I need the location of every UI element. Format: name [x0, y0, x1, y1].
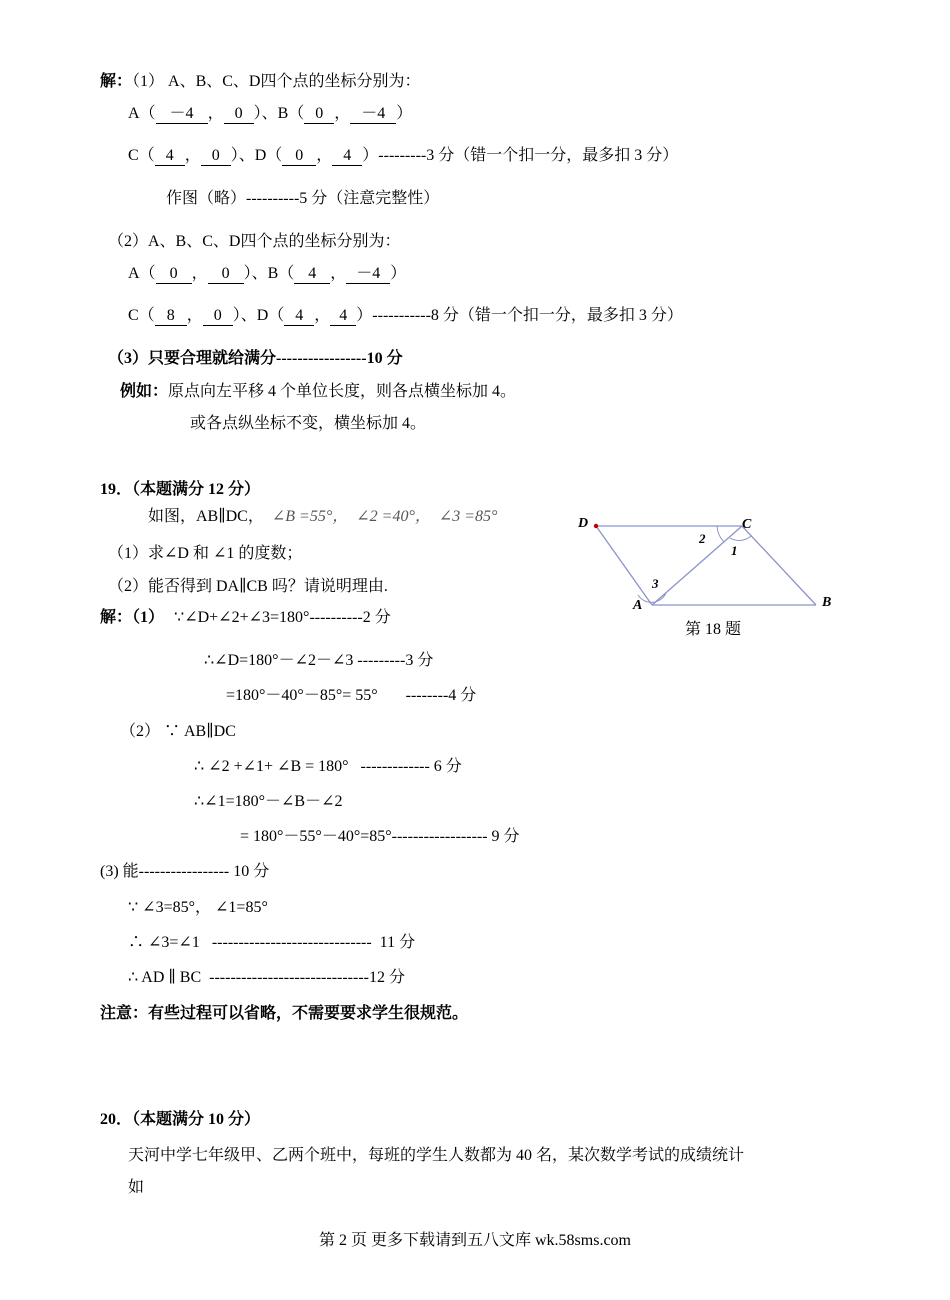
q19-ans3-step0: (3) 能----------------- 10 分: [100, 863, 270, 880]
q20-heading: 20．（本题满分 10 分）: [100, 1111, 261, 1128]
s18-part3: （3）只要合理就给满分-----------------10 分: [108, 350, 403, 367]
s18-part1-intro: （1） A、B、C、D四个点的坐标分别为：: [132, 73, 421, 90]
q19-ans1-step2: ∴∠D=180°－∠2－∠3 ---------3 分: [204, 652, 434, 669]
s18-coords-ab-2: A（ 0 ， 0 ）、B（ 4 ， －4 ）: [128, 265, 407, 282]
b2-y: －4: [346, 265, 390, 284]
q20-body-1: 天河中学七年级甲、乙两个班中，每班的学生人数都为 40 名，某次数学考试的成绩统计: [128, 1147, 745, 1164]
d-x: 0: [282, 147, 316, 166]
d-y: 4: [332, 147, 362, 166]
d2-x: 4: [284, 307, 314, 326]
s18-example-2: 或各点纵坐标不变，横坐标加 4。: [190, 415, 427, 432]
q20-body-2: 如: [128, 1179, 145, 1196]
q19-ans3-step3: ∴ AD ∥ BC ------------------------------12 分: [128, 969, 405, 986]
s18-coords-cd: C（ 4 ， 0 ）、D（ 0 ， 4 ）---------3 分（错一个扣一分，最多扣 3 分）: [128, 147, 679, 164]
q19-ans1-step1: ∵∠D+∠2+∠3=180°----------2 分: [174, 609, 391, 626]
a-y: 0: [224, 105, 254, 124]
label-b: B: [822, 595, 832, 610]
b-y: －4: [350, 105, 396, 124]
b-x: 0: [304, 105, 334, 124]
c2-x: 8: [155, 307, 187, 326]
q19-question-1: （1）求∠D 和 ∠1 的度数；: [108, 545, 303, 562]
c-x: 4: [155, 147, 185, 166]
parallelogram-figure: [570, 508, 850, 643]
label-d: D: [578, 516, 589, 531]
q19-note: 注意：有些过程可以省略，不需要要求学生很规范。: [100, 1005, 469, 1022]
q19-ans2-step1: ∴ ∠2 +∠1+ ∠B = 180° ------------- 6 分: [194, 758, 462, 775]
a-x: －4: [156, 105, 208, 124]
label-c: C: [742, 517, 752, 532]
d2-y: 4: [330, 307, 356, 326]
angle-mark-c-right: [730, 536, 751, 540]
q19-ans2-step3: = 180°－55°－40°=85°------------------ 9 分: [240, 828, 520, 845]
c-y: 0: [201, 147, 231, 166]
label-2: 2: [699, 531, 706, 546]
example-text: 原点向左平移 4 个单位长度，则各点横坐标加 4。: [168, 383, 517, 400]
q19-given-parallel: 如图，AB∥DC，: [148, 508, 264, 525]
point-d-dot: [594, 524, 598, 528]
segment-cb: [742, 526, 816, 605]
s18-line1: [100, 72, 420, 92]
page-footer: 第 2 页 更多下载请到五八文库 wk.58sms.com: [318, 1232, 631, 1249]
label-3: 3: [652, 576, 659, 591]
angle-mark-c: [717, 526, 724, 542]
example-label: 例如：: [120, 383, 169, 400]
segment-da: [596, 526, 652, 605]
b2-x: 4: [294, 265, 330, 284]
answer-label: 解：: [100, 73, 133, 90]
s18-coords-cd-2: C（ 8 ， 0 ）、D（ 4 ， 4 ）-----------8 分（错一个扣一分，最多扣 3 分）: [128, 307, 683, 324]
q19-ans2-step2: ∴∠1=180°－∠B－∠2: [194, 793, 343, 810]
a2-y: 0: [208, 265, 244, 284]
q19-question-2: （2）能否得到 DA∥CB 吗？请说明理由.: [108, 578, 388, 595]
a2-x: 0: [156, 265, 192, 284]
label-1: 1: [731, 543, 738, 558]
figure-caption: 第 18 题: [685, 621, 742, 638]
label-a: A: [633, 598, 643, 613]
s18-example: [120, 382, 516, 402]
q19-answer-label: 解：（1）: [100, 609, 165, 626]
q19-given: [148, 507, 497, 527]
s18-draw-note: 作图（略）----------5 分（注意完整性）: [166, 190, 440, 207]
s18-coords-ab: A（ －4 ， 0 ）、B（ 0 ， －4 ）: [128, 105, 413, 122]
q19-given-angles: ∠B =55°， ∠2 =40°， ∠3 =85°: [271, 508, 498, 525]
q19-ans3-step1: ∵ ∠3=85°， ∠1=85°: [128, 899, 268, 916]
q19-ans2-step0: （2） ∵ AB∥DC: [120, 723, 236, 740]
q19-ans1-step3: =180°－40°－85°= 55° --------4 分: [226, 687, 477, 704]
q19-heading: 19．（本题满分 12 分）: [100, 481, 261, 498]
q19-ans3-step2: ∴ ∠3=∠1 ------------------------------ 11 分: [128, 934, 416, 951]
s18-part2-intro: （2）A、B、C、D四个点的坐标分别为：: [108, 233, 401, 250]
c2-y: 0: [203, 307, 233, 326]
q19-ans1-line1: [100, 608, 391, 628]
